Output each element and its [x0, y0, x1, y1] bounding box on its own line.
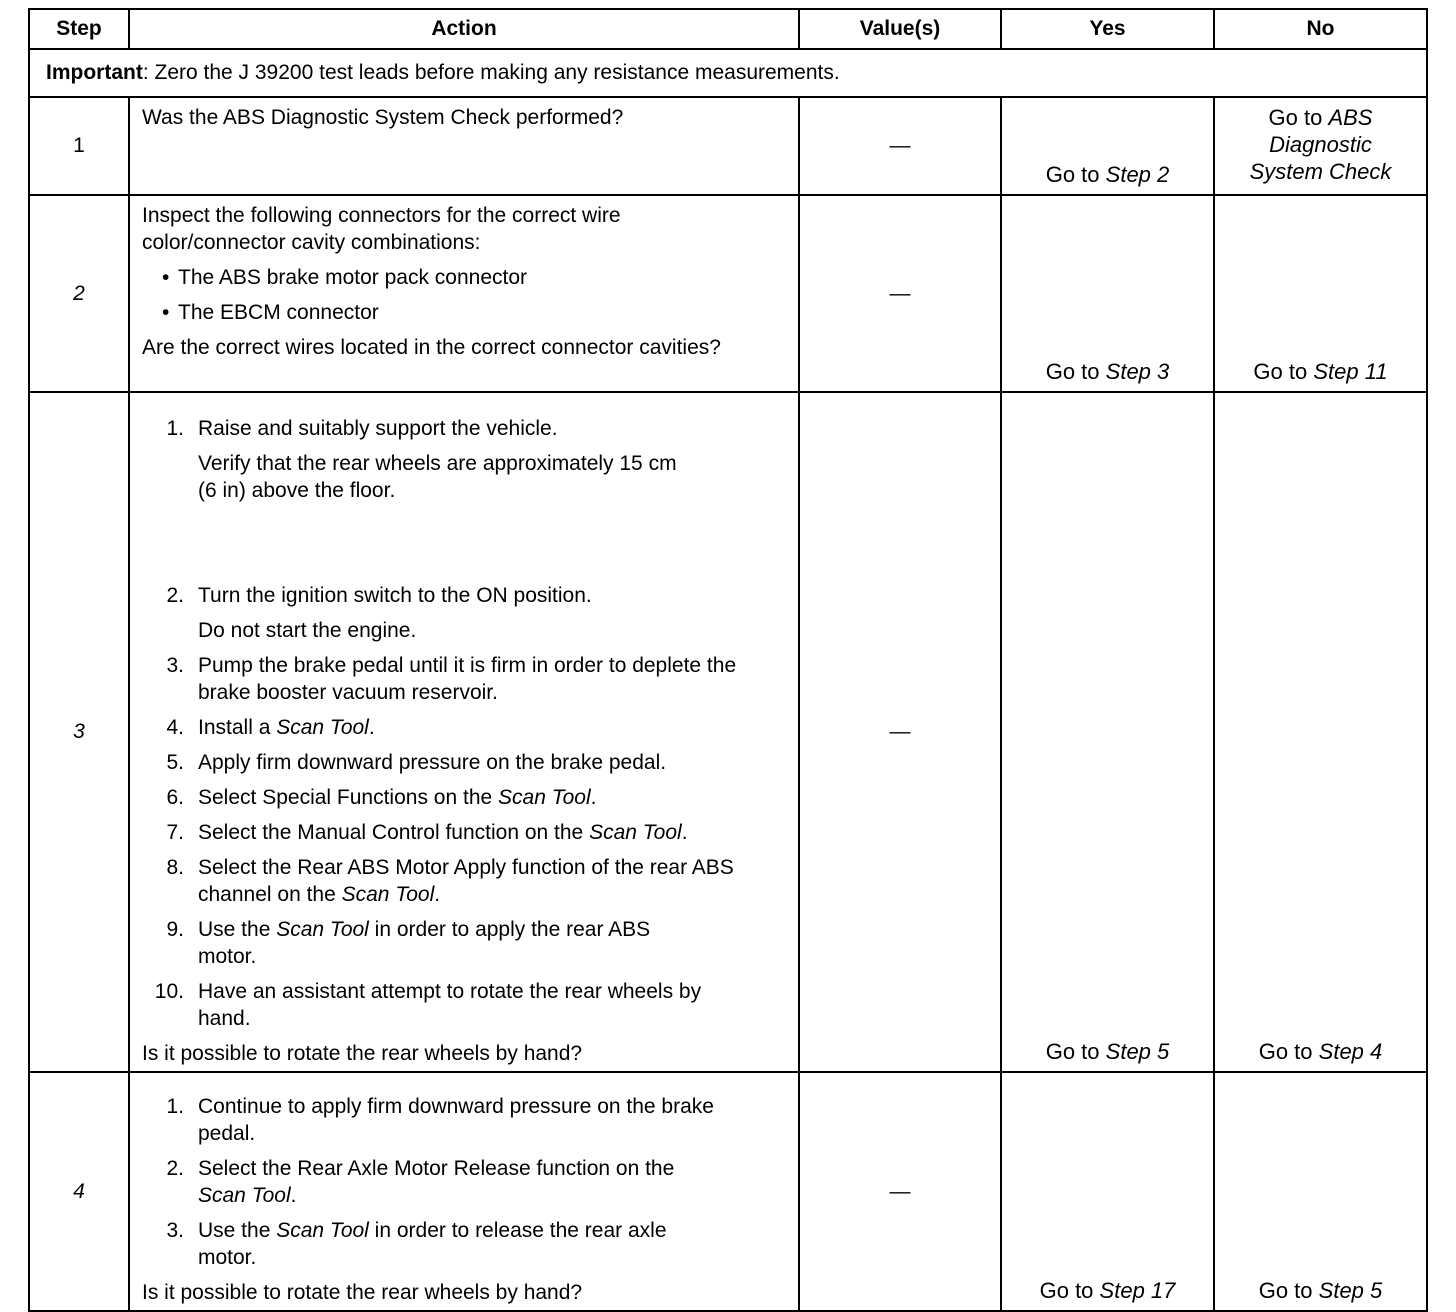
yes-cell	[1001, 392, 1214, 1072]
diagnostic-table	[28, 8, 1428, 1312]
no-link: Step 11	[1313, 359, 1388, 384]
list-item: 2. Select the Rear Axle Motor Release function on the Scan Tool.	[166, 1157, 675, 1207]
question-text: Is it possible to rotate the rear wheels by hand?	[142, 1281, 583, 1304]
important-note	[29, 49, 1427, 97]
bullet-list	[142, 264, 788, 326]
diagnostic-table-page	[28, 8, 1426, 1304]
procedure-list	[142, 1093, 788, 1271]
list-item: • The EBCM connector	[164, 299, 788, 326]
list-item: 4. Install a Scan Tool.	[166, 716, 375, 739]
action-cell	[129, 1072, 799, 1311]
list-item: 1. Continue to apply firm downward pressure on the brake pedal.	[166, 1095, 714, 1145]
list-item: 1. Raise and suitably support the vehicle. Verify that the rear wheels are approximately 15 cm (6 in) above the floor.	[166, 417, 677, 502]
no-link-line: Diagnostic	[1269, 132, 1372, 157]
no-link: Step 5	[1318, 1278, 1383, 1303]
no-link-line: ABS	[1328, 105, 1373, 130]
no-link: Step 4	[1318, 1039, 1383, 1064]
step-number: 3	[29, 392, 129, 1072]
header-yes: Yes	[1001, 9, 1214, 49]
important-row	[29, 49, 1427, 97]
important-text: : Zero the J 39200 test leads before making any resistance measurements.	[142, 61, 840, 84]
yes-cell	[1001, 1072, 1214, 1311]
yes-link: Step 5	[1105, 1039, 1170, 1064]
list-item: 8. Select the Rear ABS Motor Apply function of the rear ABS channel on the Scan Tool.	[166, 856, 734, 906]
header-action: Action	[129, 9, 799, 49]
no-cell	[1214, 1072, 1427, 1311]
go-to-text: Go to	[1258, 1278, 1313, 1303]
yes-link: Step 17	[1099, 1278, 1176, 1303]
list-item: • The ABS brake motor pack connector	[164, 264, 788, 291]
value-cell: —	[799, 195, 1001, 392]
action-cell	[129, 195, 799, 392]
list-item: 6. Select Special Functions on the Scan Tool.	[166, 786, 597, 809]
important-label: Important	[46, 61, 143, 84]
yes-link: Step 3	[1105, 359, 1170, 384]
list-item: 9. Use the Scan Tool in order to apply the rear ABS motor.	[166, 918, 651, 968]
value-cell: —	[799, 1072, 1001, 1311]
action-cell	[129, 97, 799, 195]
list-item: 3. Pump the brake pedal until it is firm in order to deplete the brake booster vacuum reservoir.	[166, 654, 737, 704]
question-text: Are the correct wires located in the correct connector cavities?	[142, 336, 721, 359]
table-row	[29, 195, 1427, 392]
no-cell	[1214, 97, 1427, 195]
list-item: 2. Turn the ignition switch to the ON position. Do not start the engine.	[166, 584, 592, 642]
action-cell	[129, 392, 799, 1072]
header-values: Value(s)	[799, 9, 1001, 49]
no-cell	[1214, 195, 1427, 392]
step-number: 2	[29, 195, 129, 392]
header-step: Step	[29, 9, 129, 49]
intro-text: Inspect the following connectors for the correct wire color/connector cavity combinations:	[142, 204, 621, 254]
procedure-list	[142, 415, 788, 1032]
step-number: 1	[29, 97, 129, 195]
go-to-text: Go to	[1258, 1039, 1313, 1064]
header-row	[29, 9, 1427, 49]
list-item: 5. Apply firm downward pressure on the brake pedal.	[166, 751, 667, 774]
go-to-text: Go to	[1039, 1278, 1094, 1303]
table-row	[29, 97, 1427, 195]
value-cell: —	[799, 97, 1001, 195]
table-row	[29, 1072, 1427, 1311]
list-item: 10. Have an assistant attempt to rotate the rear wheels by hand.	[154, 980, 702, 1030]
step-number: 4	[29, 1072, 129, 1311]
no-cell	[1214, 392, 1427, 1072]
yes-cell	[1001, 195, 1214, 392]
list-item: 7. Select the Manual Control function on the Scan Tool.	[166, 821, 688, 844]
go-to-text: Go to	[1045, 162, 1100, 187]
go-to-text: Go to	[1253, 359, 1308, 384]
no-link-line: System Check	[1249, 159, 1392, 184]
value-cell: —	[799, 392, 1001, 1072]
yes-link: Step 2	[1105, 162, 1170, 187]
yes-cell	[1001, 97, 1214, 195]
go-to-text: Go to	[1045, 359, 1100, 384]
question-text: Was the ABS Diagnostic System Check performed?	[142, 106, 624, 129]
list-item: 3. Use the Scan Tool in order to release the rear axle motor.	[166, 1219, 667, 1269]
header-no: No	[1214, 9, 1427, 49]
table-row	[29, 392, 1427, 1072]
go-to-text: Go to	[1045, 1039, 1100, 1064]
question-text: Is it possible to rotate the rear wheels by hand?	[142, 1042, 583, 1065]
go-to-text: Go to	[1268, 105, 1323, 130]
